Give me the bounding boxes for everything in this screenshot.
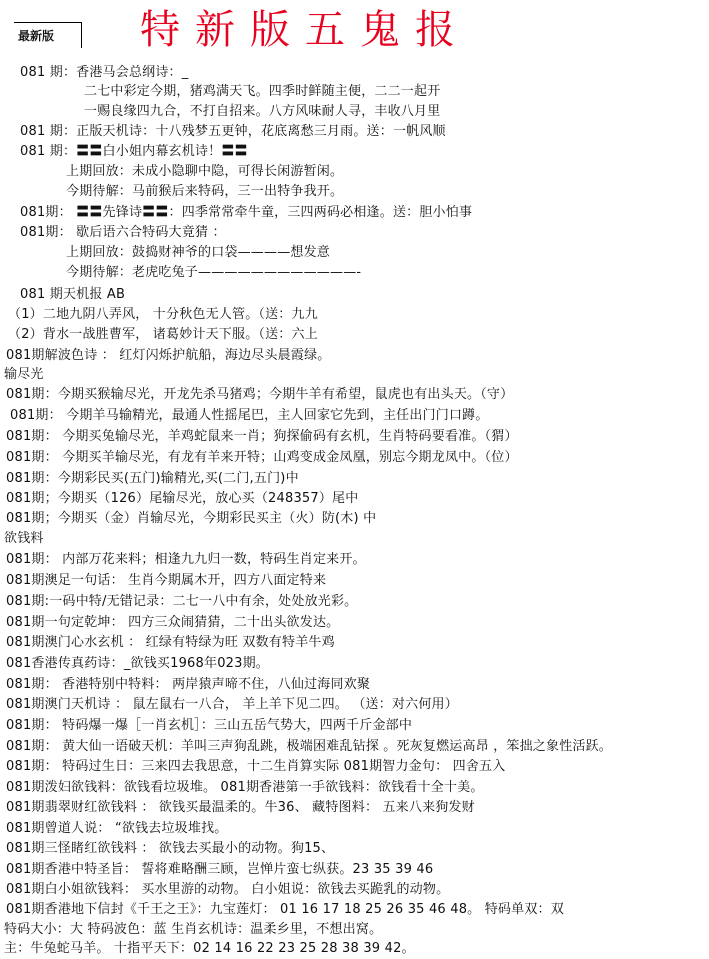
text-line: 081 期天机报 AB [20, 287, 126, 302]
text-line: 081期泼妇欲钱料：欲钱看垃圾堆。 081期香港第一手欲钱料：欲钱看十全十美。 [6, 780, 484, 795]
text-line: 081期：今期买猴输尽光，开龙先杀马猪鸡；今期牛羊有希望，鼠虎也有出头天。（守） [6, 387, 514, 402]
text-line: 081期：今期彩民买(五门)输精光,买(二门,五门)中 [6, 471, 299, 486]
text-line: 081期香港中特圣旨： 誓将难略酬三顾，岂惮片蛮七纵获。23 35 39 46 [6, 862, 434, 877]
text-line: 081期解波色诗 ： 红灯闪烁护航船，海边尽头晨霞绿。 [6, 348, 331, 363]
text-line: 081香港传真药诗：_欲钱买1968年023期。 [6, 656, 270, 671]
text-line: 081期： 今期买羊输尽光，有龙有羊来开特；山鸡变成金凤凰，别忘今期龙凤中。（位） [6, 450, 518, 465]
text-line: 欲钱料 [4, 531, 44, 546]
text-line: 特码大小：大 特码波色：蓝 生肖玄机诗：温柔乡里，不想出窝。 [4, 922, 383, 937]
text-line: 081期；今期买（126）尾输尽光，放心买（248357）尾中 [6, 491, 359, 506]
text-line: 081 期：〓〓白小姐内幕玄机诗！〓〓 [20, 144, 248, 159]
text-line: 081 期：正版天机诗：十八残梦五更钟，花底离愁三月雨。送：一帆风顺 [20, 124, 446, 139]
text-line: 081期： 歇后语六合特码大竟猜 ： [20, 225, 226, 240]
edition-badge: 最新版 [14, 22, 82, 48]
text-line: （1）二地九阴八弄风， 十分秋色无人管。（送：九九 [8, 307, 318, 322]
text-line: 今期待解：马前猴后来特码，三一出特争我开。 [66, 184, 344, 199]
text-line: 081 期：香港马会总纲诗：_ [20, 65, 189, 80]
text-line: 081期澳足一句话： 生肖今期属木开，四方八面定特来 [6, 573, 327, 588]
text-line: 081期三怪睹红欲钱料 ： 欲钱去买最小的动物。狗15、 [6, 841, 335, 856]
text-line: 081期:一码中特/无错记录：二七一八中有余，处处放光彩。 [6, 594, 358, 609]
text-line: 输尽光 [4, 367, 44, 382]
text-line: 081期： 黄大仙一语破天机：羊叫三声狗乱跳，极端困难乱钻探 。死灰复燃运高昂 ，笨拙之象性活跃。 [6, 739, 613, 754]
page-title: 特新版五鬼报 [140, 7, 470, 53]
text-line: 081期： 特码过生日：三来四去我思意，十二生肖算实际 081期智力金句： 四舍五入 [6, 759, 506, 774]
text-line: 081期： 〓〓先锋诗〓〓：四季常常牵牛童，三四两码必相逢。送：胆小怕事 [20, 205, 473, 220]
text-line: 二七中彩定今期，猪鸡满天飞。四季时鲜随主便，二二一起开 [84, 84, 441, 99]
text-line: 081期澳门天机诗 ： 鼠左鼠右一八合， 羊上羊下见二四。 （送：对六何用） [6, 697, 458, 712]
text-line: 上期回放：鼓捣财神爷的口袋————想发意 [66, 245, 331, 260]
text-line: 主：牛兔蛇马羊。 十指平天下：02 14 16 22 23 25 28 38 39 42。 [4, 941, 415, 956]
text-line: 081期曾道人说： “欲钱去垃圾堆找。 [6, 821, 228, 836]
text-line: 081期白小姐欲钱料： 买水里游的动物。 白小姐说：欲钱去买跪乳的动物。 [6, 882, 450, 897]
text-line: 081期： 香港特别中特料： 两岸猿声啼不住，八仙过海同欢聚 [6, 677, 371, 692]
text-line: 081期翡翠财红欲钱料 ： 欲钱买最温柔的。牛36、 藏特图料： 五来八来狗发财 [6, 800, 475, 815]
text-line: 081期香港地下信封《千王之王》：九宝莲灯： 01 16 17 18 25 26 35 46 48。 特码单双：双 [6, 902, 564, 917]
text-line: （2）背水一战胜曹军， 诸葛妙计天下服。（送：六上 [8, 327, 318, 342]
text-line: 今期待解：老虎吃兔子————————————- [66, 265, 362, 280]
text-line: 081期；今期买（金）肖输尽光，今期彩民买主（火）防(木) 中 [6, 511, 377, 526]
text-line: 081期： 内部万花来料；相逢九九归一数，特码生肖定来开。 [6, 552, 366, 567]
text-line: 081期： 今期买兔输尽光，羊鸡蛇鼠来一肖；狗探偷码有玄机，生肖特码要看准。（猬） [6, 429, 518, 444]
text-line: 081期： 特码爆一爆［一肖玄机］：三山五岳气势大，四两千斤金部中 [6, 718, 413, 733]
text-line: 081期一句定乾坤： 四方三众闹猜猜，二十出头欲发达。 [6, 615, 340, 630]
text-line: 081期澳门心水玄机 ： 红绿有特绿为旺 双数有特羊牛鸡 [6, 635, 335, 650]
text-line: 081期： 今期羊马输精光，最通人性摇尾巴，主人回家它先到，主任出门门口蹲。 [10, 408, 489, 423]
text-line: 上期回放：未成小隐聊中隐，可得长闲游暂闲。 [66, 164, 344, 179]
text-line: 一赐良缘四九合，不打自招来。八方风味耐人寻，丰收八月里 [84, 104, 441, 119]
